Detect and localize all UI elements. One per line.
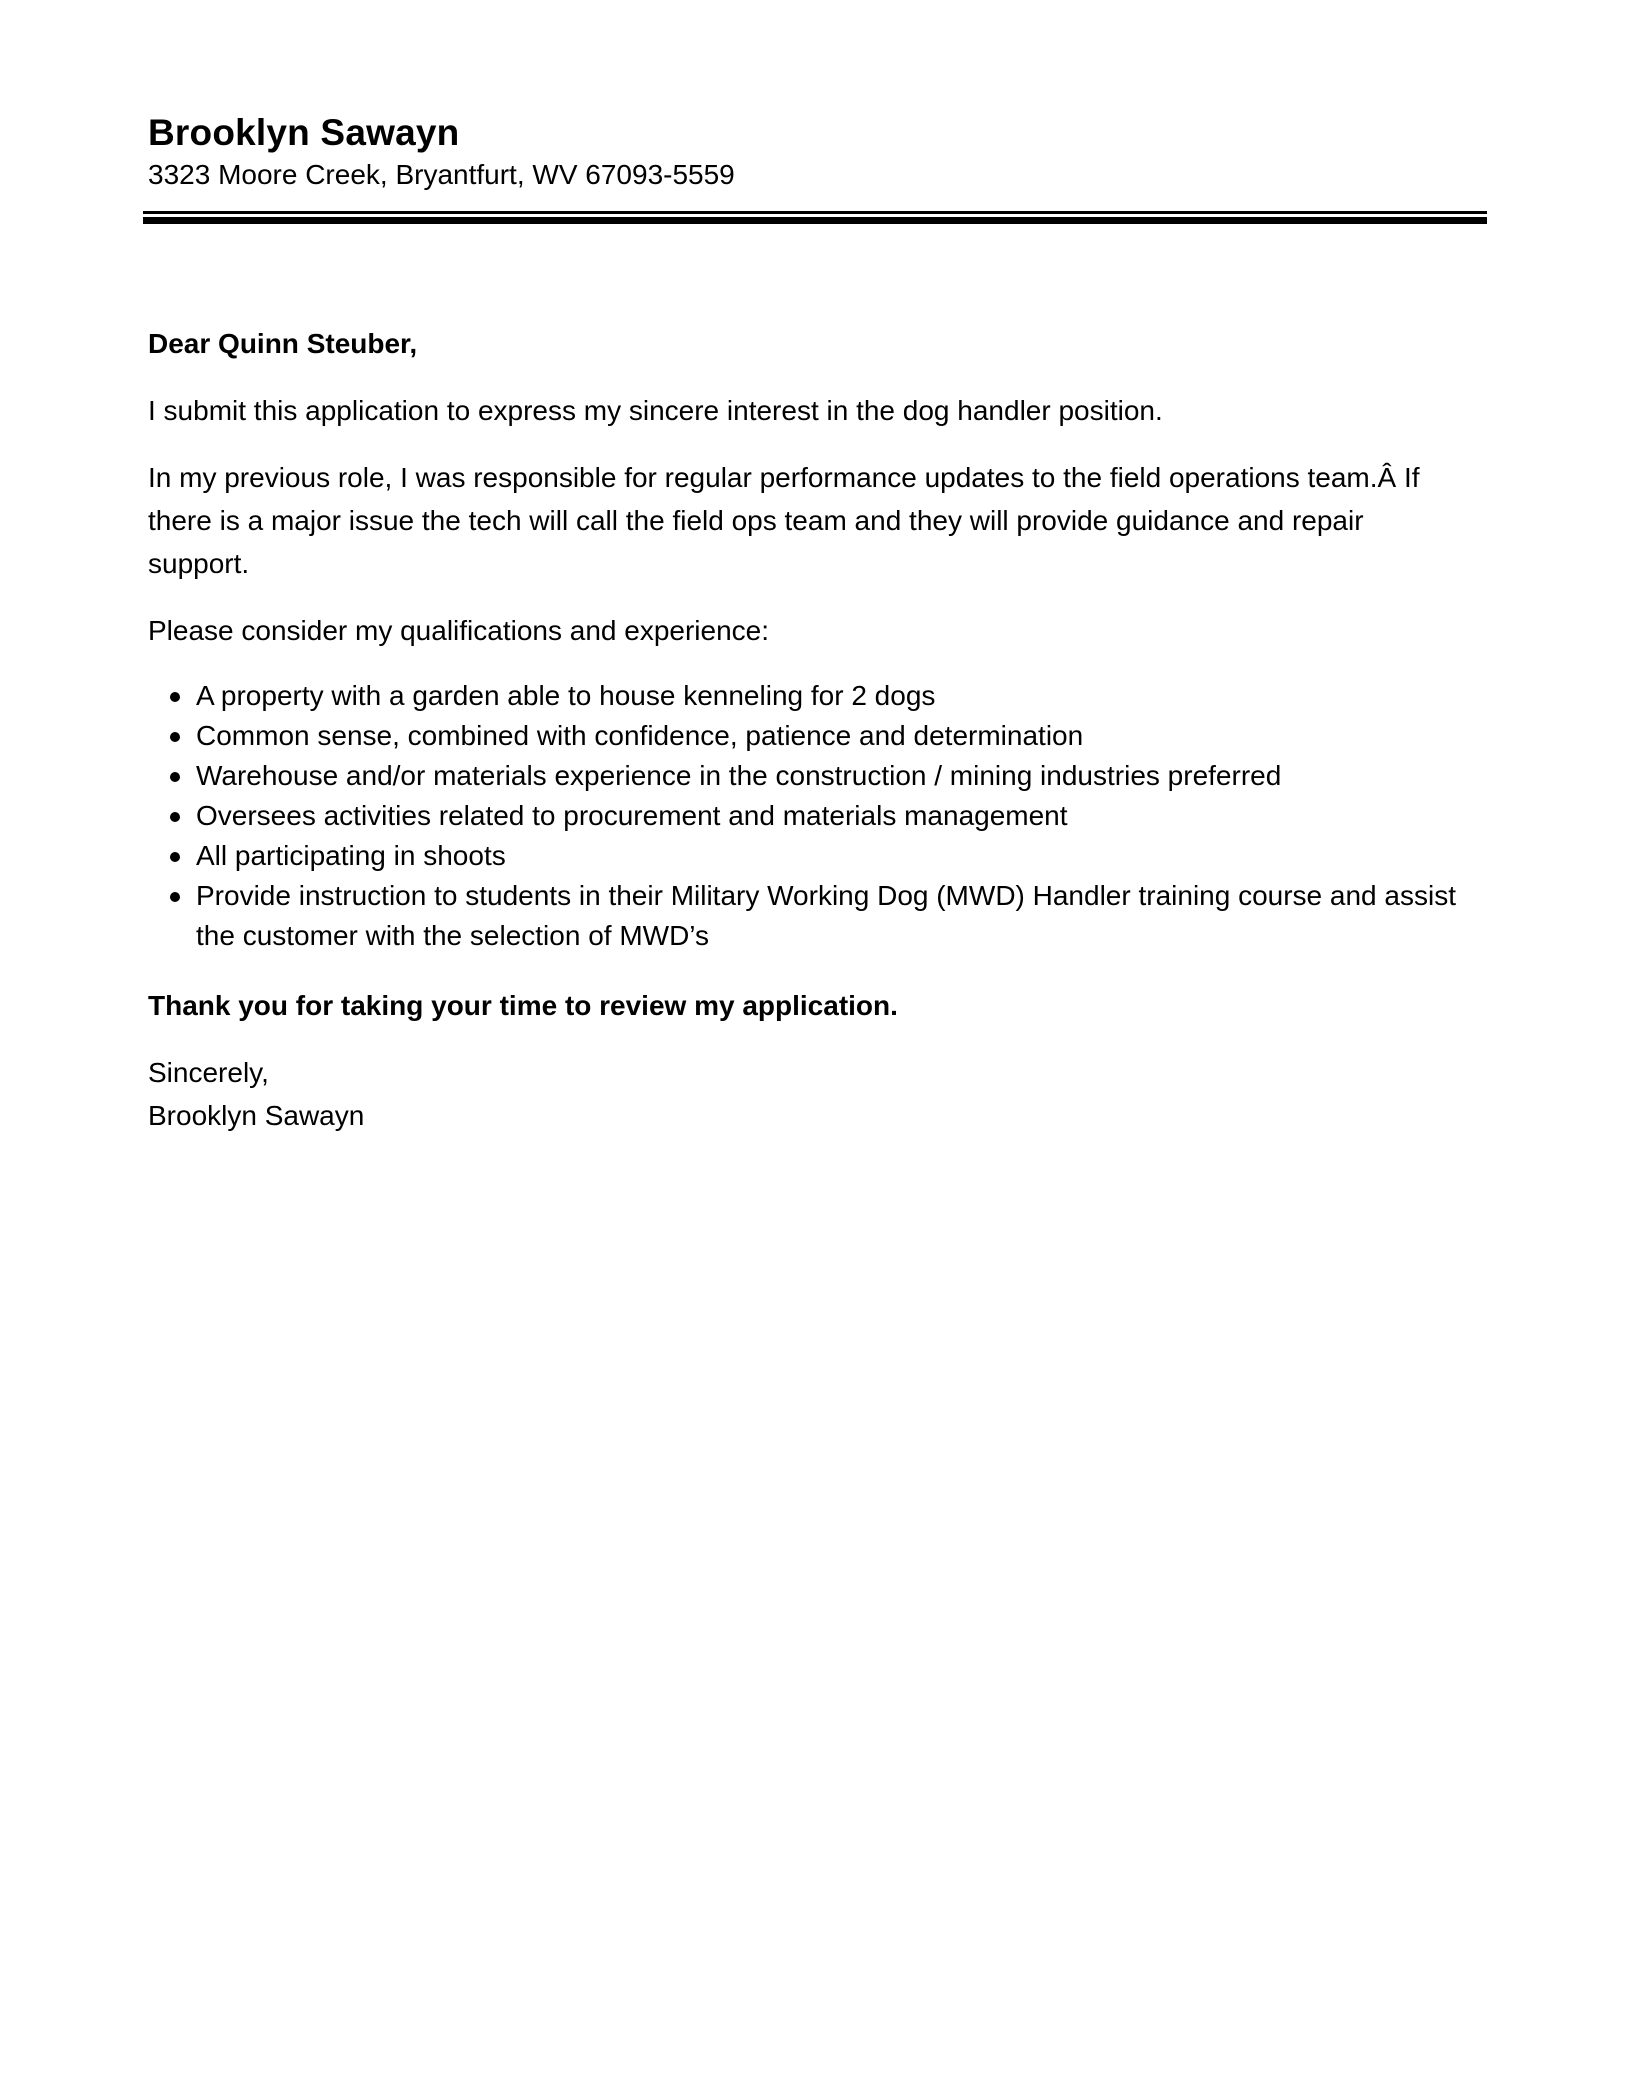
list-item-text: A property with a garden able to house kenneling for 2 dogs (196, 680, 936, 711)
closing-phrase: Sincerely, (148, 1057, 269, 1088)
list-item (148, 756, 1468, 796)
list-item-text: Oversees activities related to procurement and materials management (196, 800, 1068, 831)
list-item (148, 836, 1468, 876)
bullet-icon (170, 772, 180, 782)
list-item-text: All participating in shoots (196, 840, 506, 871)
applicant-name: Brooklyn Sawayn (148, 112, 460, 153)
intro-paragraph: I submit this application to express my sincere interest in the dog handler position. (148, 395, 1163, 426)
list-item-text: Provide instruction to students in their Military Working Dog (MWD) Handler training course and assist the customer with the selection of MWD’s (196, 880, 1456, 951)
letter-body (148, 322, 1468, 1161)
salutation: Dear Quinn Steuber, (148, 328, 418, 359)
list-item (148, 876, 1468, 956)
applicant-address: 3323 Moore Creek, Bryantfurt, WV 67093-5559 (148, 159, 735, 190)
bullet-icon (170, 852, 180, 862)
list-item (148, 796, 1468, 836)
bullet-icon (170, 892, 180, 902)
letter-header (148, 110, 1488, 194)
qualifications-list (148, 676, 1468, 956)
list-item-text: Common sense, combined with confidence, patience and determination (196, 720, 1084, 751)
list-item-text: Warehouse and/or materials experience in the construction / mining industries preferred (196, 760, 1282, 791)
divider-thick-line (143, 217, 1487, 224)
qualifications-intro: Please consider my qualifications and experience: (148, 615, 770, 646)
list-item (148, 716, 1468, 756)
signature-name: Brooklyn Sawayn (148, 1100, 365, 1131)
bullet-icon (170, 732, 180, 742)
thanks-line: Thank you for taking your time to review my application. (148, 990, 898, 1021)
closing-block (148, 1051, 1468, 1137)
list-item (148, 676, 1468, 716)
experience-paragraph: In my previous role, I was responsible for regular performance updates to the field operations team.Â If there is a major issue the tech will call the field ops team and they will provide guidance and repair support. (148, 462, 1420, 579)
header-divider (143, 211, 1487, 224)
bullet-icon (170, 692, 180, 702)
bullet-icon (170, 812, 180, 822)
